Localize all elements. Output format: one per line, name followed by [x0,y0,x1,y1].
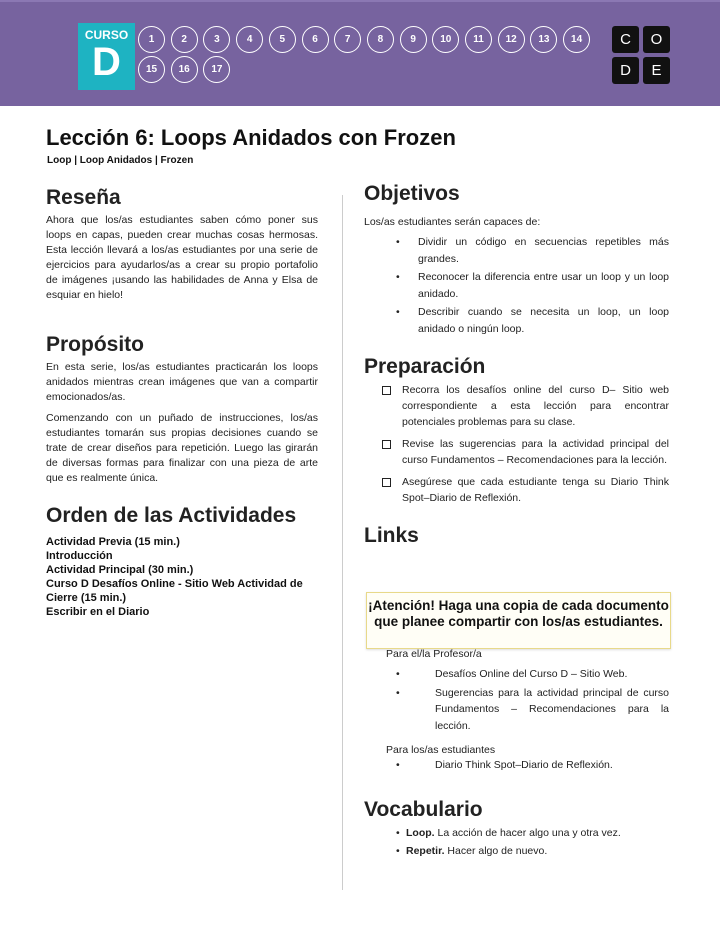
section-heading-orden: Orden de las Actividades [46,504,297,527]
vocab-item [364,825,669,842]
lesson-8-link[interactable]: 8 [367,26,394,53]
lesson-17-link[interactable]: 17 [203,56,230,83]
section-heading-proposito: Propósito [46,333,144,356]
section-heading-preparacion: Preparación [364,355,486,378]
section-heading-objetivos: Objetivos [364,182,460,205]
proposito-paragraph: En esta serie, los/as estudiantes practicarán los loops anidados mientras crean imágenes que van a compartir emocionados/as. [46,361,318,403]
resena-text: Ahora que los/as estudiantes saben cómo poner sus loops en capas, pueden crear muchas cosas hermosas. Esta lección llevará a los/as estudiantes por una serie de ejercicios para ayudarlos/as a crear su propio portafolio de imágenes ¡usando las habilidades de Anna y Elsa de esquiar en hielo! [46,214,318,301]
course-label: CURSO [84,28,129,42]
section-heading-resena: Reseña [46,186,121,209]
logo-letter: E [643,57,670,84]
lesson-6-link[interactable]: 6 [302,26,329,53]
activity-list [46,535,318,619]
student-label: Para los/as estudiantes [386,744,496,756]
logo-letter: D [612,57,639,84]
lesson-14-link[interactable]: 14 [563,26,590,53]
course-header [0,0,720,106]
checklist-item: Recorra los desafíos online del curso D– Sitio web correspondiente a esta lección para encontrar potenciales problemas para su clase. [364,382,669,430]
right-column [364,182,669,551]
page-subtitle: Loop | Loop Anidados | Frozen [47,155,194,166]
link-item[interactable]: • Diario Think Spot–Diario de Reflexión. [364,757,669,774]
lesson-12-link[interactable]: 12 [498,26,525,53]
course-badge [78,23,135,90]
course-letter: D [92,40,121,84]
checklist-item: Revise las sugerencias para la actividad principal del curso Fundamentos – Recomendaciones para la lección. [364,436,669,468]
lesson-7-link[interactable]: 7 [334,26,361,53]
lesson-11-link[interactable]: 11 [465,26,492,53]
left-column [46,186,318,619]
section-heading-vocabulario: Vocabulario [364,797,483,821]
section-heading-links: Links [364,524,419,547]
link-item[interactable]: • Desafíos Online del Curso D – Sitio Web. [364,666,669,683]
lesson-2-link[interactable]: 2 [171,26,198,53]
vocab-term: Repetir. [406,845,445,857]
lesson-16-link[interactable]: 16 [171,56,198,83]
teacher-label: Para el/la Profesor/a [386,648,482,660]
objective-item: • Dividir un código en secuencias repetibles más grandes. [364,234,669,267]
proposito-paragraph: Comenzando con un puñado de instrucciones, los/as estudiantes tomarán sus propias decisiones cuando se trate de crear diseños para repetición. Luego las girarán de diversas formas para finalizar con una pieza de arte que es realmente única. [46,412,318,484]
activity-item: Actividad Previa (15 min.) [46,536,180,548]
activity-item: Introducción [46,550,113,562]
lesson-1-link[interactable]: 1 [138,26,165,53]
vocab-definition: La acción de hacer algo una y otra vez. [434,826,621,839]
logo-letter: C [612,26,639,53]
vocab-item [364,843,669,860]
lesson-5-link[interactable]: 5 [269,26,296,53]
column-divider [342,195,343,890]
activity-item: Escribir en el Diario [46,606,150,618]
activity-item: Curso D Desafíos Online - Sitio Web Actividad de Cierre (15 min.) [46,578,303,604]
lesson-10-link[interactable]: 10 [432,26,459,53]
vocab-definition: Hacer algo de nuevo. [444,845,548,857]
lesson-13-link[interactable]: 13 [530,26,557,53]
lesson-3-link[interactable]: 3 [203,26,230,53]
attention-callout: ¡Atención! Haga una copia de cada documento que planee compartir con los/as estudiantes. [366,592,671,649]
objetivos-intro: Los/as estudiantes serán capaces de: [364,216,541,228]
logo-letter: O [643,26,670,53]
lesson-15-link[interactable]: 15 [138,56,165,83]
link-item[interactable]: • Sugerencias para la actividad principal de curso Fundamentos – Recomendaciones para la lección. [364,685,669,735]
code-logo [612,26,672,86]
lesson-4-link[interactable]: 4 [236,26,263,53]
checklist-item: Asegúrese que cada estudiante tenga su Diario Think Spot–Diario de Reflexión. [364,474,669,506]
vocab-term: Loop. [406,826,435,839]
objective-item: • Describir cuando se necesita un loop, un loop anidado o ningún loop. [364,304,669,337]
links-content [364,647,669,862]
lesson-9-link[interactable]: 9 [400,26,427,53]
activity-item: Actividad Principal (30 min.) [46,564,194,576]
objective-item: • Reconocer la diferencia entre usar un loop y un loop anidado. [364,269,669,302]
page-title: Lección 6: Loops Anidados con Frozen [46,125,456,150]
